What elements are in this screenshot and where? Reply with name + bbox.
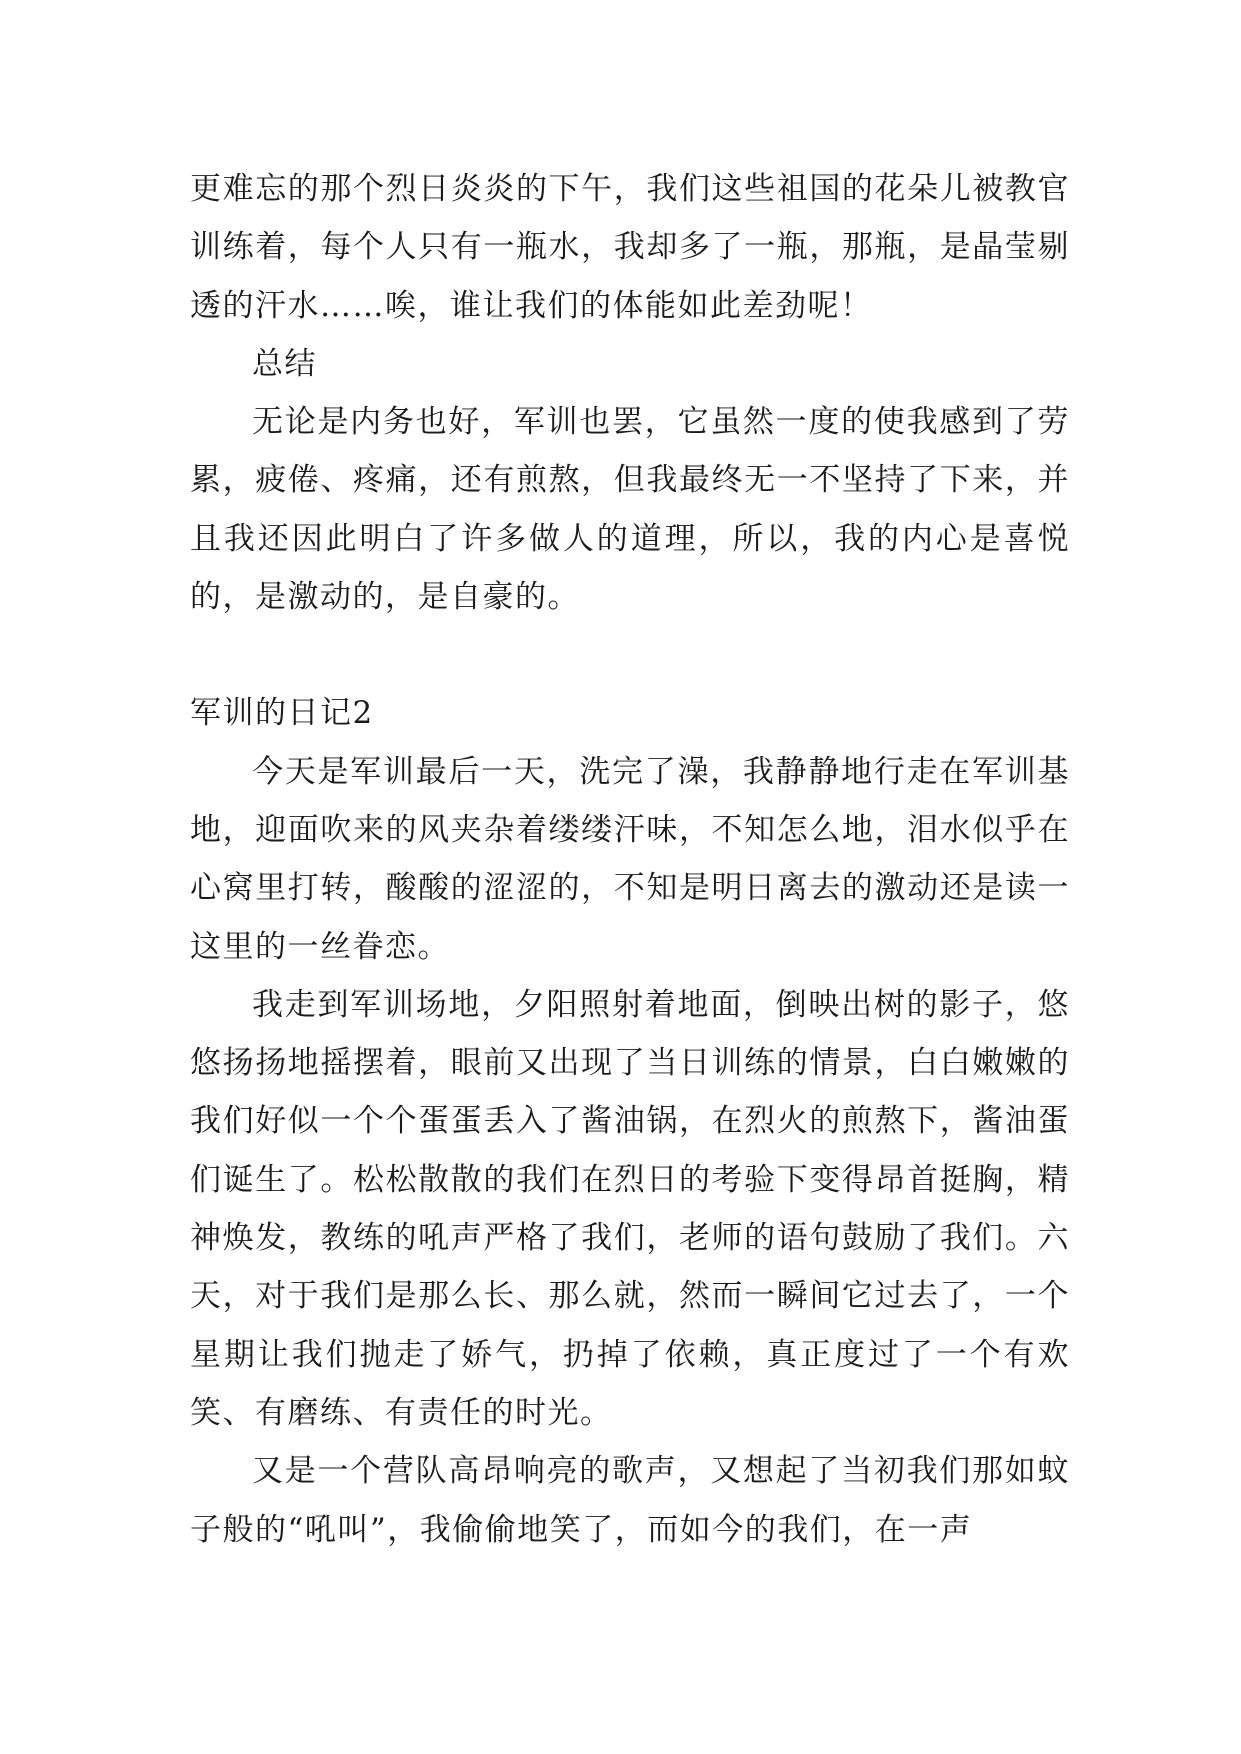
diary-paragraph-1: 今天是军训最后一天，洗完了澡，我静静地行走在军训基地，迎面吹来的风夹杂着缕缕汗味，不知怎么地，泪水似乎在心窝里打转，酸酸的涩涩的，不知是明日离去的激动还是读一这里的一丝眷恋。 xyxy=(190,753,1070,965)
document-body xyxy=(190,160,1070,1559)
summary-heading: 总结 xyxy=(252,345,317,382)
summary-paragraph: 无论是内务也好，军训也罢，它虽然一度的使我感到了劳累，疲倦、疼痛，还有煎熬，但我最终无一不坚持了下来，并且我还因此明白了许多做人的道理，所以，我的内心是喜悦的，是激动的，是自豪的。 xyxy=(190,404,1070,616)
paragraph-continued: 更难忘的那个烈日炎炎的下午，我们这些祖国的花朵儿被教官训练着，每个人只有一瓶水，我却多了一瓶，那瓶，是晶莹剔透的汗水……唉，谁让我们的体能如此差劲呢！ xyxy=(190,171,1070,324)
diary-paragraph-2: 我走到军训场地，夕阳照射着地面，倒映出树的影子，悠悠扬扬地摇摆着，眼前又出现了当日训练的情景，白白嫩嫩的我们好似一个个蛋蛋丢入了酱油锅，在烈火的煎熬下，酱油蛋们诞生了。松松散散的我们在烈日的考验下变得昂首挺胸，精神焕发，教练的吼声严格了我们，老师的语句鼓励了我们。六天，对于我们是那么长、那么就，然而一瞬间它过去了，一个星期让我们抛走了娇气，扔掉了依赖，真正度过了一个有欢笑、有磨练、有责任的时光。 xyxy=(190,986,1070,1431)
diary-paragraph-3: 又是一个营队高昂响亮的歌声，又想起了当初我们那如蚊子般的“吼叫”，我偷偷地笑了，而如今的我们，在一声 xyxy=(190,1453,1070,1548)
diary-title: 军训的日记2 xyxy=(190,695,374,732)
